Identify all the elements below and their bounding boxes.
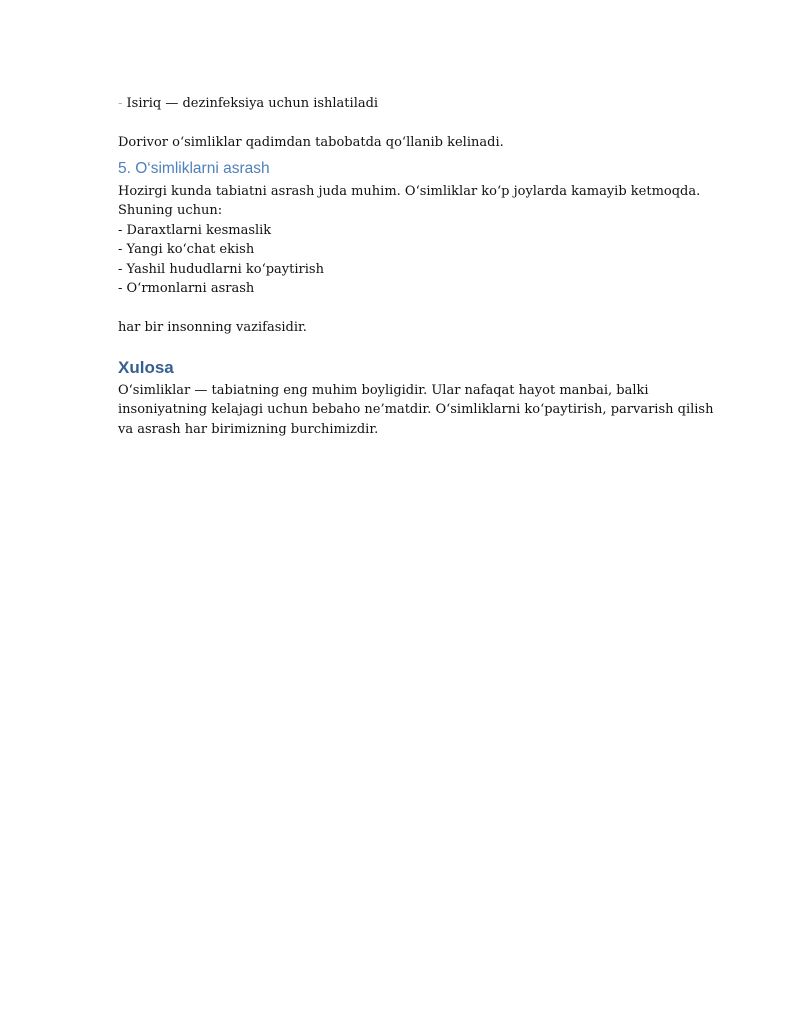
bullet-isiriq-text: Isiriq — dezinfeksiya uchun ishlatiladi — [122, 96, 379, 111]
section-5-closing: har bir insonning vazifasidir. — [118, 320, 307, 335]
list-item-no-cutting: - Daraxtlarni kesmaslik — [118, 222, 272, 238]
section-5-line-2: Shuning uchun: — [118, 203, 223, 218]
section-5-heading: 5. O‘simliklarni asrash — [118, 159, 270, 177]
conclusion-heading: Xulosa — [118, 357, 174, 377]
conclusion-line-3: va asrash har birimizning burchimizdir. — [118, 421, 379, 437]
list-item-green-areas: - Yashil hududlarni ko‘paytirish — [118, 261, 324, 277]
paragraph-spacer — [118, 114, 678, 134]
conclusion-line-1: O‘simliklar — tabiatning eng muhim boyligidir. Ular nafaqat hayot manbai, balki — [118, 382, 649, 398]
conclusion-line-2: insoniyatning kelajagi uchun bebaho ne’matdir. O‘simliklarni ko‘paytirish, parvarish qilish — [118, 402, 714, 417]
paragraph-spacer — [118, 299, 678, 319]
bullet-isiriq — [118, 94, 678, 114]
list-item-forests: - O‘rmonlarni asrash — [118, 281, 255, 296]
section-5-line-1: Hozirgi kunda tabiatni asrash juda muhim. O‘simliklar ko‘p joylarda kamayib ketmoqda. — [118, 183, 701, 199]
document-body — [118, 94, 714, 439]
list-item-planting: - Yangi ko‘chat ekish — [118, 242, 255, 257]
bullet-dash: - — [118, 96, 123, 111]
medicinal-plants-paragraph: Dorivor o‘simliklar qadimdan tabobatda qo‘llanib kelinadi. — [118, 135, 504, 150]
